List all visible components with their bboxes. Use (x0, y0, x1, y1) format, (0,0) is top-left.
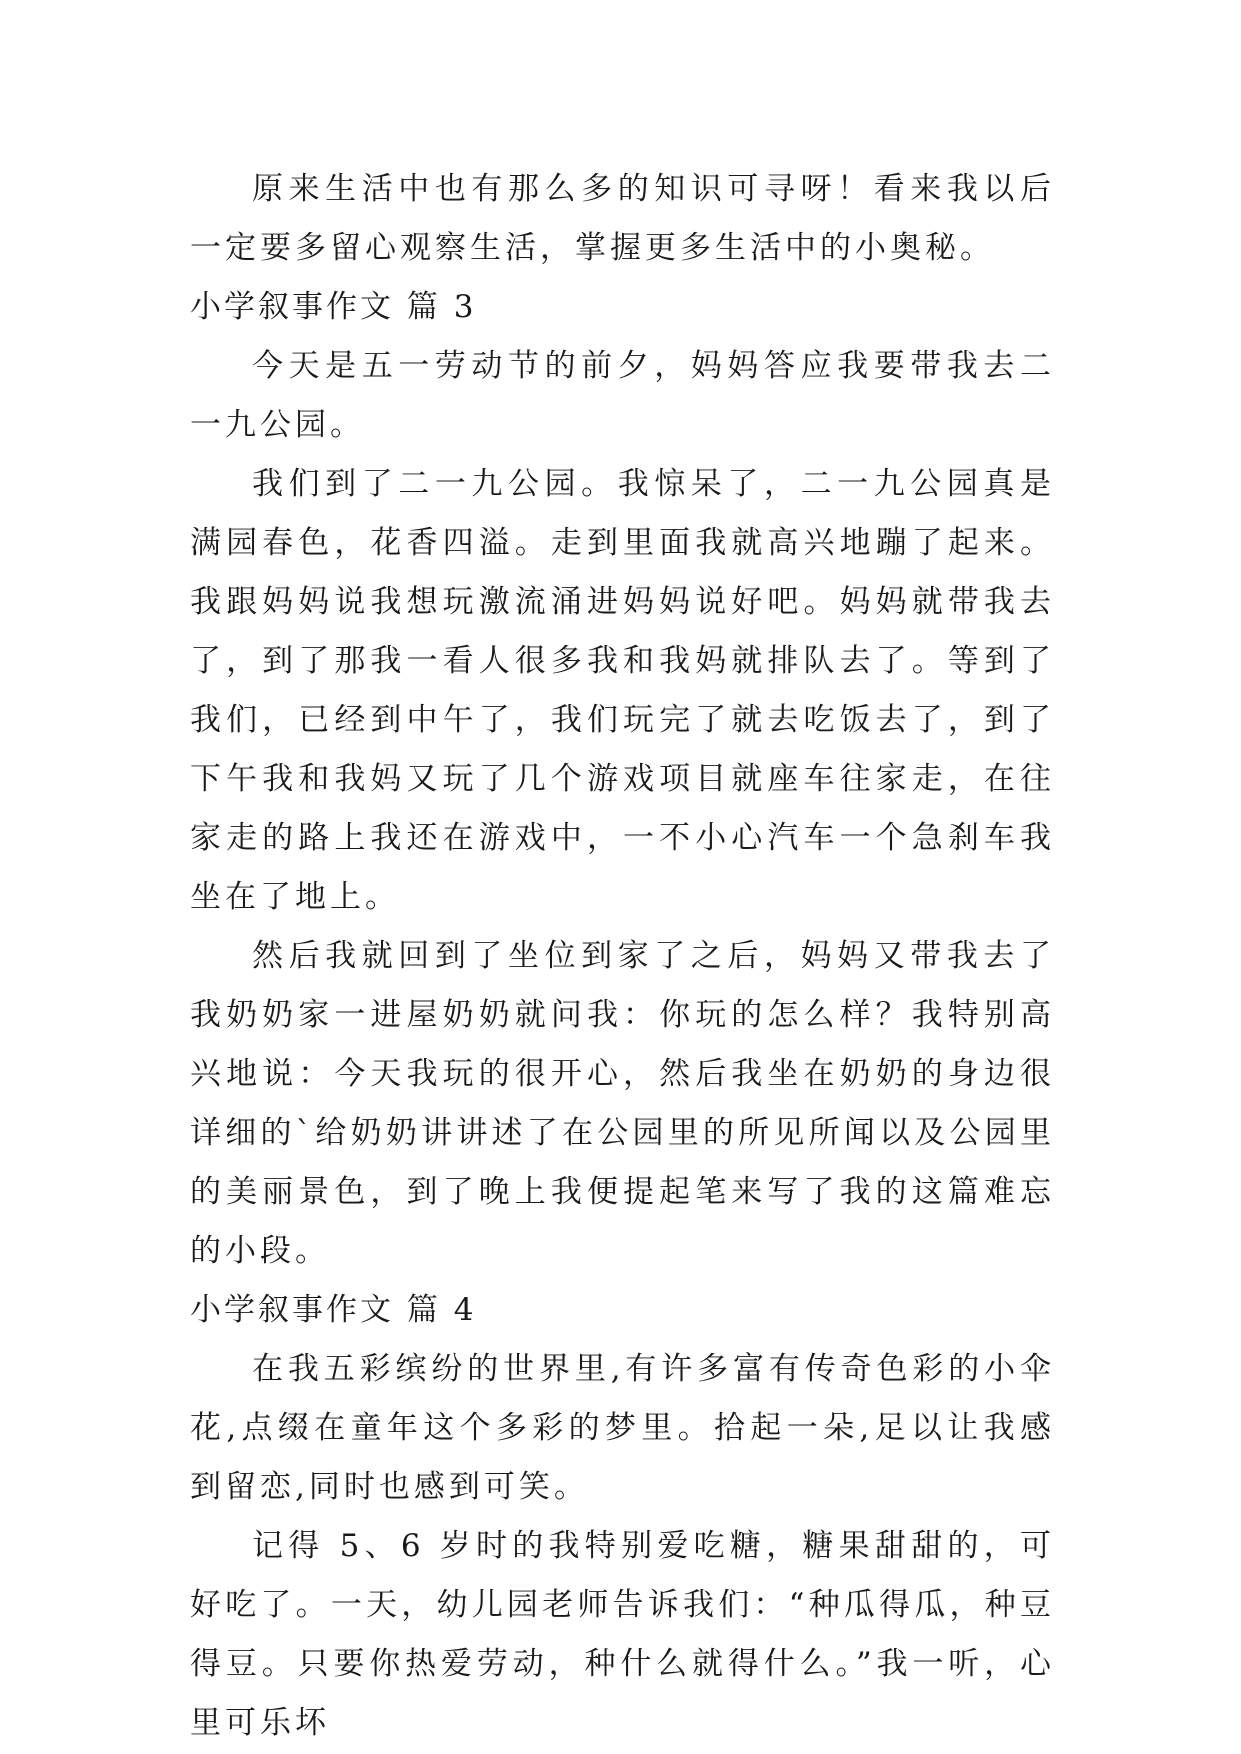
document-body (190, 160, 1055, 1753)
paragraph: 原来生活中也有那么多的知识可寻呀！看来我以后一定要多留心观察生活，掌握更多生活中的小奥秘。 (190, 171, 1055, 266)
paragraph: 记得 5、6 岁时的我特别爱吃糖，糖果甜甜的，可好吃了。一天，幼儿园老师告诉我们：“种瓜得瓜，种豆得豆。只要你热爱劳动，种什么就得什么。”我一听，心里可乐坏 (190, 1528, 1055, 1741)
section-heading: 小学叙事作文 篇 3 (190, 289, 477, 325)
section-heading: 小学叙事作文 篇 4 (190, 1292, 477, 1328)
paragraph: 在我五彩缤纷的世界里,有许多富有传奇色彩的小伞花,点缀在童年这个多彩的梦里。拾起一朵,足以让我感到留恋,同时也感到可笑。 (190, 1351, 1055, 1505)
paragraph: 我们到了二一九公园。我惊呆了，二一九公园真是满园春色，花香四溢。走到里面我就高兴地蹦了起来。我跟妈妈说我想玩激流涌进妈妈说好吧。妈妈就带我去了，到了那我一看人很多我和我妈就排队去了。等到了我们，已经到中午了，我们玩完了就去吃饭去了，到了下午我和我妈又玩了几个游戏项目就座车往家走，在往家走的路上我还在游戏中，一不小心汽车一个急刹车我坐在了地上。 (190, 466, 1055, 915)
paragraph: 然后我就回到了坐位到家了之后，妈妈又带我去了我奶奶家一进屋奶奶就问我：你玩的怎么样？我特别高兴地说：今天我玩的很开心，然后我坐在奶奶的身边很详细的`给奶奶讲讲述了在公园里的所见所闻以及公园里的美丽景色，到了晚上我便提起笔来写了我的这篇难忘的小段。 (190, 938, 1055, 1269)
paragraph: 今天是五一劳动节的前夕，妈妈答应我要带我去二一九公园。 (190, 348, 1055, 443)
